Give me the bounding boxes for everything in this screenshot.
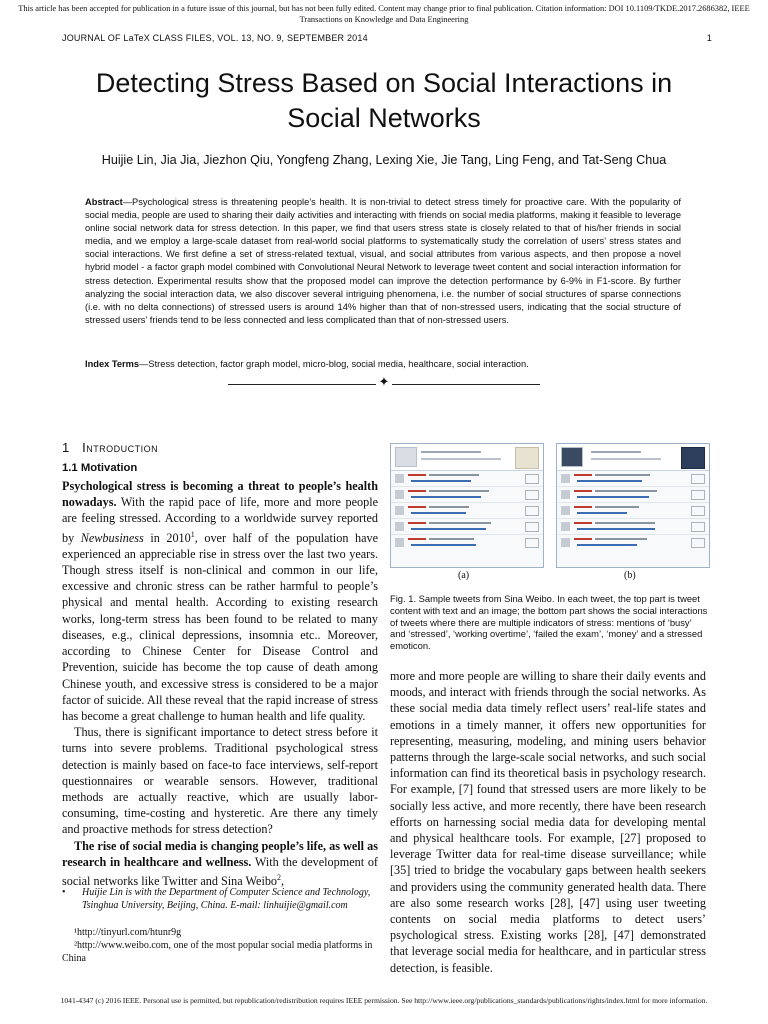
reply-row bbox=[391, 519, 543, 535]
text-run: With the development of social networks like Twitter and Sina Weibo bbox=[62, 854, 378, 888]
subsection-heading: 1.1 Motivation bbox=[62, 462, 138, 474]
footnote-ref: 2 bbox=[277, 872, 282, 882]
tweet-content bbox=[557, 444, 709, 471]
reply-row bbox=[557, 503, 709, 519]
affiliation-footnote bbox=[62, 886, 378, 912]
figure-1 bbox=[390, 443, 708, 585]
tweet-content bbox=[391, 444, 543, 471]
reply-row bbox=[557, 487, 709, 503]
footnote-2: ²http://www.weibo.com, one of the most popular social media platforms in China bbox=[62, 939, 373, 964]
section-heading bbox=[62, 440, 158, 455]
italic-run: Newbusiness bbox=[80, 530, 144, 545]
publication-notice-line2: Transactions on Knowledge and Data Engineering bbox=[299, 15, 469, 24]
reply-row bbox=[391, 535, 543, 550]
tweet-image-icon bbox=[515, 447, 539, 469]
tweet-image-icon bbox=[681, 447, 705, 469]
text-run: , over half of the population have experienced an appreciable rise in stress over the last two years. Though stress itself is non-clinical and common in our life, excessive and chronic stress can be rather harmful to people’s physical and mental health. According to existing research works, long-term stress has been found to be related to many diseases, e.g., clinical depressions, insomnia etc.. Moreover, according to Chinese Center for Disease Control and Prevention, suicide has become the top cause of death among Chinese youth, and excessive stress is considered to be a major factor of suicide. All these reveal that the rapid increase of stress has become a great challenge to human health and life quality. bbox=[62, 530, 379, 723]
paper-title bbox=[40, 66, 728, 136]
figure-label-a: (a) bbox=[458, 570, 470, 581]
author-list: Huijie Lin, Jia Jia, Jiezhon Qiu, Yongfeng Zhang, Lexing Xie, Jie Tang, Ling Feng, and Tat-Seng Chua bbox=[101, 153, 667, 167]
section-title: Introduction bbox=[82, 440, 159, 455]
avatar-icon bbox=[561, 447, 583, 467]
publication-notice bbox=[0, 3, 768, 25]
column-left-body bbox=[62, 478, 378, 889]
column-right-body bbox=[390, 668, 706, 976]
bold-lead: Psychological stress is becoming a threat to people’s health nowadays. bbox=[62, 479, 378, 510]
avatar-icon bbox=[395, 447, 417, 467]
tweet-text-line bbox=[421, 451, 481, 453]
publication-notice-line1: This article has been accepted for publication in a future issue of this journal, but has not been fully edited. Content may change prior to final publication. Citation information: DOI 10.1109/TKDE.2017.2686382, IEEE bbox=[18, 4, 750, 13]
reply-row bbox=[557, 519, 709, 535]
paper-title-line2: Social Networks bbox=[287, 103, 481, 133]
tweet-text-line bbox=[591, 451, 641, 453]
paragraph bbox=[62, 724, 378, 837]
footnote-ref: 1 bbox=[190, 529, 195, 539]
paragraph bbox=[62, 838, 378, 890]
section-number: 1 bbox=[62, 440, 70, 455]
reply-row bbox=[557, 471, 709, 487]
url-footnotes bbox=[62, 927, 378, 965]
text-run: in 2010 bbox=[143, 530, 191, 545]
tweet-text-line bbox=[591, 458, 661, 460]
journal-name: JOURNAL OF LaTeX CLASS FILES, VOL. 13, NO. 9, SEPTEMBER 2014 bbox=[62, 33, 368, 43]
affiliation-text: Huijie Lin is with the Department of Computer Science and Technology, Tsinghua University, Beijing, China. E-mail: linhuijie@gmail.com bbox=[82, 887, 371, 911]
tweet-text-line bbox=[421, 458, 501, 460]
abstract-text: —Psychological stress is threatening people’s health. It is non-trivial to detect stress timely for proactive care. With the popularity of social media, people are used to sharing their daily activities and interacting with friends on social media platforms, making it feasible to leverage online social network data for stress detection. In this paper, we find that users stress state is closely related to that of his/her friends in social media, and we employ a large-scale dataset from real-world social platforms to systematically study the correlation of users’ stress states and social interactions. We first define a set of stress-related textual, visual, and social attributes from various aspects, and then propose a novel hybrid model - a factor graph model combined with Convolutional Neural Network to leverage tweet content and social interaction information for stress detection. Experimental results show that the proposed model can improve the detection performance by 6-9% in F1-score. By further analyzing the social interaction data, we also discover several intriguing phenomena, i.e. the number of social structures of sparse connections (i.e. with no delta connections) of stressed users is around 14% higher than that of non-stressed users, indicating that the social structure of stressed users’ friends tend to be less connected and less complicated than that of non-stressed users. bbox=[85, 197, 681, 325]
bold-lead: The rise of social media is changing people’s life, as well as research in healthcare and wellness. bbox=[62, 838, 378, 869]
index-terms-label: Index Terms bbox=[85, 359, 140, 369]
running-header bbox=[62, 33, 712, 43]
abstract-label: Abstract bbox=[85, 197, 123, 207]
abstract bbox=[85, 196, 681, 327]
index-terms-text: —Stress detection, factor graph model, micro-blog, social media, healthcare, social interaction. bbox=[139, 359, 529, 369]
paragraph: more and more people are willing to share their daily events and moods, and interact with friends through the social networks. As these social media data timely reflect users’ real-life states and emotions in a timely manner, it offers new opportunities for representing, measuring, modeling, and mining users behavior patterns through the large-scale social networks, and such social information can find its theoretical basis in psychology research. For example, [7] found that stressed users are more likely to be socially less active, and more recently, there have been research efforts on harnessing social media data for developing mental and physical healthcare tools. For example, [27] proposed to leverage Twitter data for real-time disease surveillance; while [35] tried to bridge the vocabulary gaps between health seekers and providers using the community generated health data. There are also some research works [28], [47] using user tweeting contents on social media platforms to detect users’ psychological stress. Existing works [28], [47] demonstrated that leverage social media for healthcare, and in particular stress detection, is feasible. bbox=[390, 669, 706, 975]
footnote-1: ¹http://tinyurl.com/htunr9g bbox=[74, 927, 182, 938]
paragraph bbox=[62, 478, 378, 724]
reply-row bbox=[557, 535, 709, 550]
index-terms bbox=[85, 358, 681, 371]
figure-label-b: (b) bbox=[624, 570, 636, 581]
reply-row bbox=[391, 503, 543, 519]
copyright-notice: 1041-4347 (c) 2016 IEEE. Personal use is permitted, but republication/redistribution requires IEEE permission. See http://www.ieee.org/publications_standards/publications/rights/index.html for more information. bbox=[60, 996, 708, 1005]
reply-row bbox=[391, 487, 543, 503]
figure-caption: Fig. 1. Sample tweets from Sina Weibo. In each tweet, the top part is tweet content with text and an image; the bottom part shows the social interactions of tweets where there are multiple indicators of stress: mentions of ‘busy’ and ‘stressed’, ‘working overtime’, ‘failed the exam’, ‘money’ and a stressed emoticon. bbox=[390, 593, 708, 652]
text-run: With the rapid pace of life, more and more people are feeling stressed. According to a worldwide survey reported by bbox=[62, 495, 378, 545]
text-run: Thus, there is significant importance to detect stress before it turns into severe problems. Traditional psychological stress detection is mainly based on face-to face interviews, self-report questionnaires or wearable sensors. However, traditional methods are actually reactive, which are usually labor-consuming, time-costing and hysteretic. Are there any timely and proactive methods for stress detection? bbox=[62, 725, 378, 837]
divider-ornament-icon: ✦ bbox=[376, 375, 392, 390]
reply-row bbox=[391, 471, 543, 487]
figure-panel-b bbox=[556, 443, 710, 568]
figure-panel-a bbox=[390, 443, 544, 568]
text-run: , bbox=[281, 874, 285, 888]
paper-title-line1: Detecting Stress Based on Social Interactions in bbox=[95, 68, 673, 98]
footnote-bullet: • bbox=[62, 887, 66, 898]
page-number: 1 bbox=[706, 33, 712, 43]
